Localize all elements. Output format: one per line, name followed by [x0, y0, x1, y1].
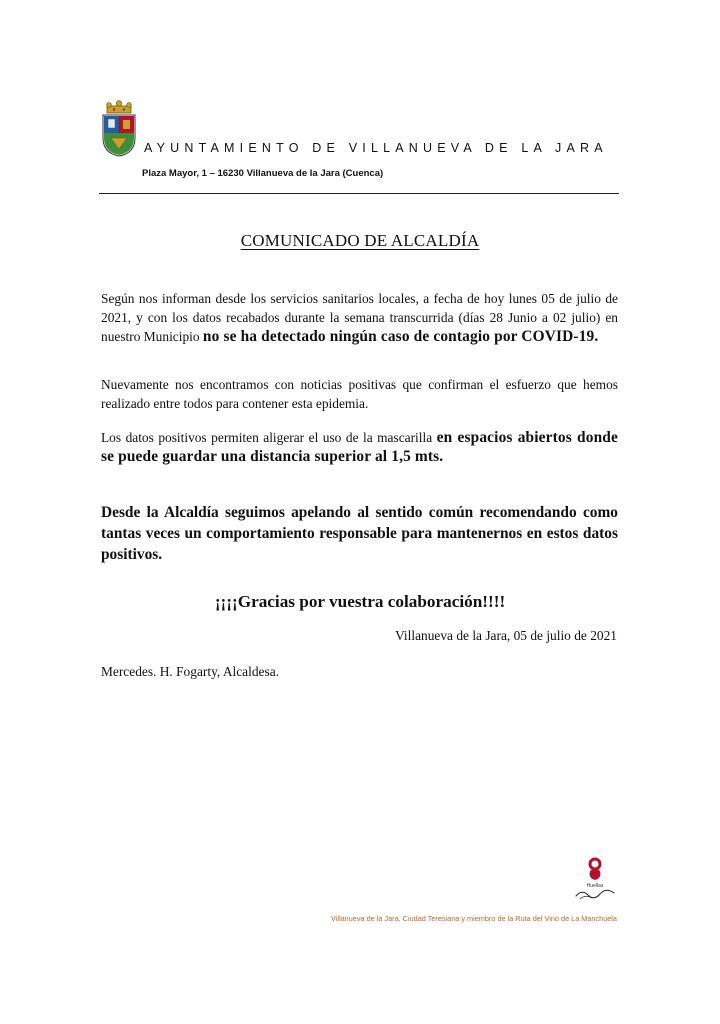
place-and-date: Villanueva de la Jara, 05 de julio de 2021: [395, 628, 617, 643]
organization-name: AYUNTAMIENTO DE VILLANUEVA DE LA JARA: [144, 141, 608, 155]
signature-line: Mercedes. H. Fogarty, Alcaldesa.: [101, 664, 279, 679]
paragraph-mask-usage-text: Los datos positivos permiten aligerar el uso de la mascarilla: [101, 430, 437, 445]
document-title: COMUNICADO DE ALCALDÍA: [240, 231, 480, 250]
header-divider: [99, 193, 619, 194]
paragraph-covid-status-text: Según nos informan desde los servicios sanitarios locales, a fecha de hoy lunes 05 de julio de 2021, y con los datos recabados durante la semana transcurrida (días 28 Junio a 02 julio) en nuestro Municipio: [101, 291, 618, 344]
thanks-line: ¡¡¡¡Gracias por vuestra colaboración!!!!: [214, 592, 506, 611]
paragraph-mask-usage: [101, 428, 618, 466]
paragraph-common-sense: Desde la Alcaldía seguimos apelando al sentido común recomendando como tantas veces un comportamiento responsable para mantenernos en estos datos positivos.: [101, 504, 618, 563]
organization-address: Plaza Mayor, 1 – 16230 Villanueva de la Jara (Cuenca): [142, 168, 384, 179]
coat-of-arms-icon: [99, 100, 139, 158]
paragraph-covid-status-highlight: no se ha detectado ningún caso de contagio por COVID-19.: [202, 328, 599, 345]
paragraph-covid-status: [101, 289, 618, 346]
huellas-logo-text: Huellas: [586, 883, 604, 889]
paragraph-mask-usage-highlight: en espacios abiertos donde se puede guardar una distancia superior al 1,5 mts.: [101, 429, 618, 465]
huellas-logo-icon: [570, 856, 620, 902]
footer-tagline: Villanueva de la Jara, Ciudad Teresiana y miembro de la Ruta del Vino de La Manchuela: [331, 914, 617, 923]
paragraph-positive-news: Nuevamente nos encontramos con noticias positivas que confirman el esfuerzo que hemos realizado entre todos para contener esta epidemia.: [101, 377, 618, 411]
